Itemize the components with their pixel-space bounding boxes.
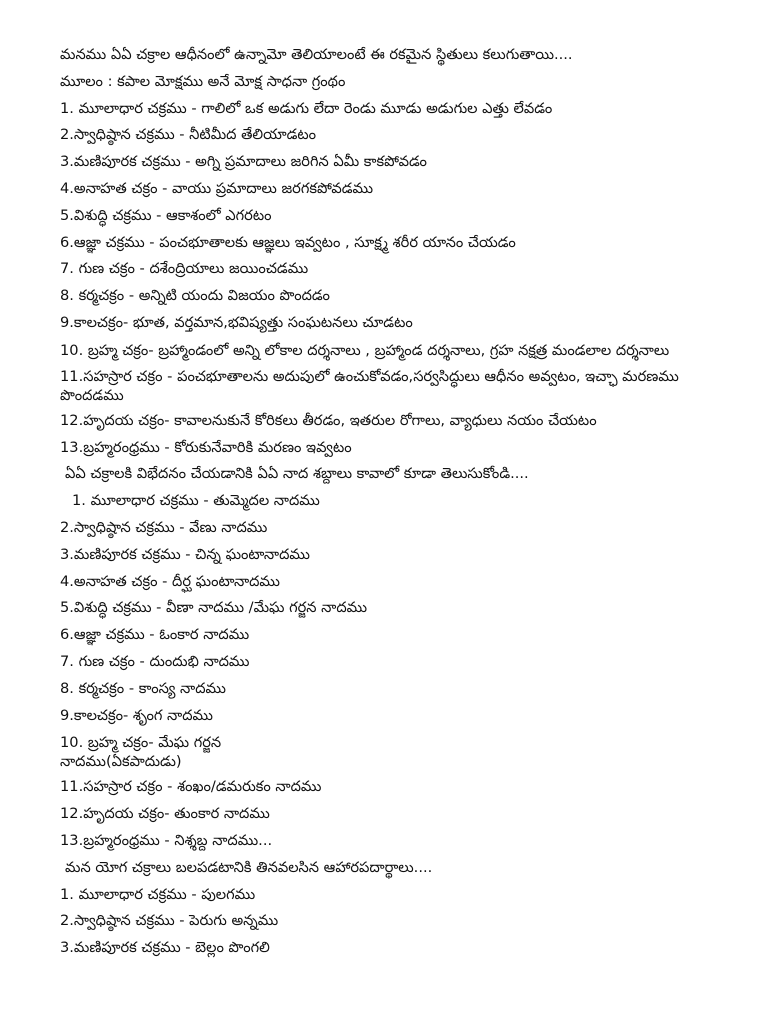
sound-item: 2.స్వాధిష్ఠాన చక్రము - వేణు నాదము	[60, 518, 268, 536]
state-item: 10. బ్రహ్మ చక్రం- బ్రహ్మాండంలో అన్ని లోకాల దర్శనాలు , బ్రహ్మాండ దర్శనాలు, గ్రహ నక్షత్ర మండలాల దర్శనాలు	[60, 341, 670, 359]
state-item: 13.బ్రహ్మరంధ్రము - కోరుకునేవారికి మరణం ఇవ్వటం	[60, 438, 352, 456]
state-item: 11.సహస్రార చక్రం - పంచభూతాలను అదుపులో ఉంచుకోవడం,సర్వసిద్ధులు ఆధీనం అవ్వటం, ఇచ్ఛా మరణము పొందడము	[60, 367, 679, 404]
food-intro-line: మన యోగ చక్రాలు బలపడటానికి తినవలసిన ఆహారపదార్థాలు....	[65, 858, 433, 876]
state-item: 1. మూలాధార చక్రము - గాలిలో ఒక అడుగు లేదా రెండు మూడు అడుగుల ఎత్తు లేవడం	[60, 99, 553, 117]
source-line: మూలం : కపాల మోక్షము అనే మోక్ష సాధనా గ్రంథం	[60, 72, 346, 90]
sound-item: 13.బ్రహ్మరంధ్రము - నిశ్శబ్ద నాదము...	[60, 831, 273, 849]
state-item: 9.కాలచక్రం- భూత, వర్తమాన,భవిష్యత్తు సంఘటనలు చూడటం	[60, 313, 413, 331]
sounds-intro-line: ఏఏ చక్రాలకి విభేదనం చేయడానికి ఏఏ నాద శబ్దాలు కావాలో కూడా తెలుసుకోండి....	[65, 465, 529, 483]
sound-item: 6.ఆజ్ఞా చక్రము - ఓంకార నాదము	[60, 626, 250, 644]
state-item: 5.విశుద్ధి చక్రము - ఆకాశంలో ఎగరటం	[60, 206, 272, 224]
sound-item: 7. గుణ చక్రం - దుందుభి నాదము	[60, 652, 250, 670]
state-item: 7. గుణ చక్రం - దశేంద్రియాలు జయించడము	[60, 260, 309, 278]
sound-item: 11.సహస్రార చక్రం - శంఖం/డమరుకం నాదము	[60, 778, 322, 796]
state-item: 12.హృదయ చక్రం- కావాలనుకునే కోరికలు తీరడం, ఇతరుల రోగాలు, వ్యాధులు నయం చేయటం	[60, 411, 597, 429]
sound-item: 12.హృదయ చక్రం- తుంకార నాదము	[60, 805, 270, 823]
state-item: 6.ఆజ్ఞా చక్రము - పంచభూతాలకు ఆజ్ఞలు ఇవ్వటం , సూక్ష్మ శరీర యానం చేయడం	[60, 233, 516, 251]
food-item: 3.మణిపూరక చక్రము - బెల్లం పొంగలి	[60, 939, 270, 957]
sound-item: 8. కర్మచక్రం - కాంస్య నాదము	[60, 679, 226, 697]
sound-item: 9.కాలచక్రం- శృంగ నాదము	[60, 706, 213, 724]
state-item: 3.మణిపూరక చక్రము - అగ్ని ప్రమాదాలు జరిగిన ఏమీ కాకపోవడం	[60, 153, 427, 171]
intro-line: మనము ఏఏ చక్రాల ఆధీనంలో ఉన్నామో తెలియాలంటే ఈ రకమైన స్థితులు కలుగుతాయి....	[60, 46, 573, 63]
sound-item: 10. బ్రహ్మ చక్రం- మేఘ గర్జన నాదము(ఏకపాదుడు)	[60, 734, 222, 771]
food-item: 1. మూలాధార చక్రము - పులగము	[60, 885, 256, 903]
sound-item: 4.అనాహత చక్రం - దీర్ఘ ఘంటానాదము	[60, 572, 280, 590]
sound-item: 1. మూలాధార చక్రము - తుమ్మెదల నాదము	[72, 492, 320, 510]
state-item: 4.అనాహత చక్రం - వాయు ప్రమాదాలు జరగకపోవడము	[60, 179, 374, 197]
sound-item: 5.విశుద్ధి చక్రము - వీణా నాదము /మేఘ గర్జన నాదము	[60, 599, 368, 617]
state-item: 8. కర్మచక్రం - అన్నిటి యందు విజయం పొందడం	[60, 287, 330, 305]
state-item: 2.స్వాధిష్ఠాన చక్రము - నీటిమీద తేలియాడటం	[60, 126, 317, 144]
sound-item: 3.మణిపూరక చక్రము - చిన్న ఘంటానాదము	[60, 545, 310, 563]
food-item: 2.స్వాధిష్ఠాన చక్రము - పెరుగు అన్నము	[60, 912, 279, 930]
